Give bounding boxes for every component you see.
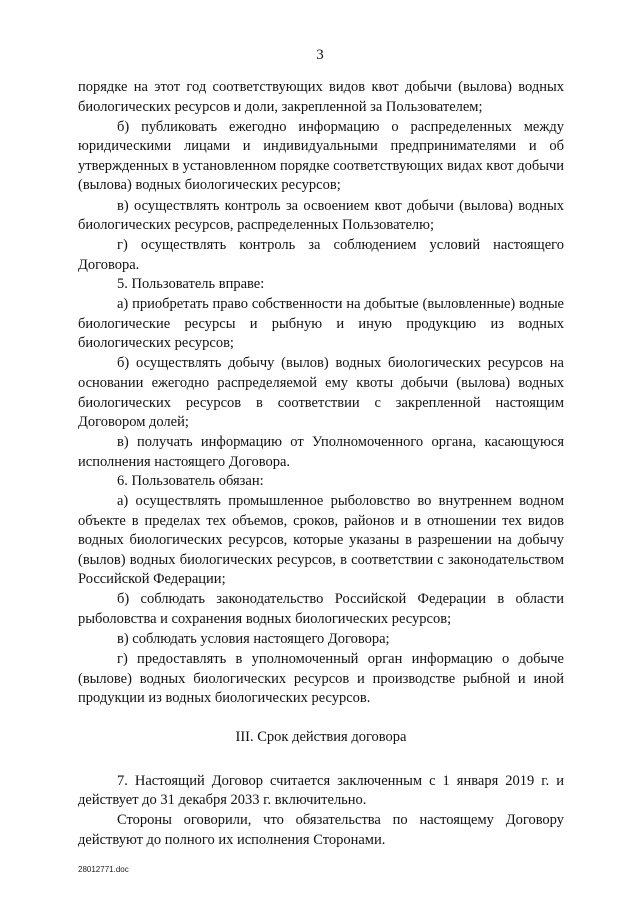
paragraph-obligations: Стороны оговорили, что обязательства по настоящему Договору действуют до полного их исполнения Сторонами. — [78, 812, 564, 848]
clause-5-heading: 5. Пользователь вправе: — [117, 276, 265, 293]
paragraph-6a: а) осуществлять промышленное рыболовство во внутреннем водном объекте в пределах тех объемов, сроков, районов и в отношении тех видов водных биологических ресурсов, которые указаны в разрешении на добычу (вылов) водных биологических ресурсов, в соответствии с законодательством Российской Федерации; — [78, 492, 564, 588]
paragraph-6v: в) соблюдать условия настоящего Договора; — [117, 631, 390, 648]
paragraph-6g: г) предоставлять в уполномоченный орган информацию о добыче (вылове) водных биологических ресурсов и производстве рыбной и иной продукции из водных биологических ресурсов. — [78, 651, 564, 707]
document-body — [78, 78, 564, 850]
footer-file-code: 28012771.doc — [78, 865, 129, 874]
paragraph-continuation: порядке на этот год соответствующих видов квот добычи (вылова) водных биологических ресурсов и доли, закрепленной за Пользователем; — [78, 79, 564, 115]
clause-6-heading: 6. Пользователь обязан: — [117, 473, 264, 490]
section-heading: III. Срок действия договора — [235, 729, 407, 745]
paragraph-4b: б) публиковать ежегодно информацию о распределенных между юридическими лицами и индивидуальными предпринимателями и об утвержденных в установленном порядке соответствующих видах квот добычи (вылова) водных биологических ресурсов; — [78, 118, 564, 194]
paragraph-4g: г) осуществлять контроль за соблюдением условий настоящего Договора. — [78, 237, 564, 273]
page-number: 3 — [316, 47, 324, 63]
paragraph-5v: в) получать информацию от Уполномоченного органа, касающуюся исполнения настоящего Договора. — [78, 434, 564, 470]
paragraph-6b: б) соблюдать законодательство Российской Федерации в области рыболовства и сохранения водных биологических ресурсов; — [78, 591, 564, 628]
paragraph-4v: в) осуществлять контроль за освоением квот добычи (вылова) водных биологических ресурсов, распределенных Пользователю; — [78, 197, 564, 234]
paragraph-5b: б) осуществлять добычу (вылов) водных биологических ресурсов на основании ежегодно распределяемой ему квоты добычи (вылова) водных биологических ресурсов в соответствии с закрепленной настоящим Договором долей; — [78, 355, 564, 431]
paragraph-5a: а) приобретать право собственности на добытые (выловленные) водные биологические ресурсы и рыбную и иную продукцию из водных биологических ресурсов; — [78, 296, 564, 352]
clause-7: 7. Настоящий Договор считается заключенным с 1 января 2019 г. и действует до 31 декабря 2033 г. включительно. — [78, 772, 564, 809]
